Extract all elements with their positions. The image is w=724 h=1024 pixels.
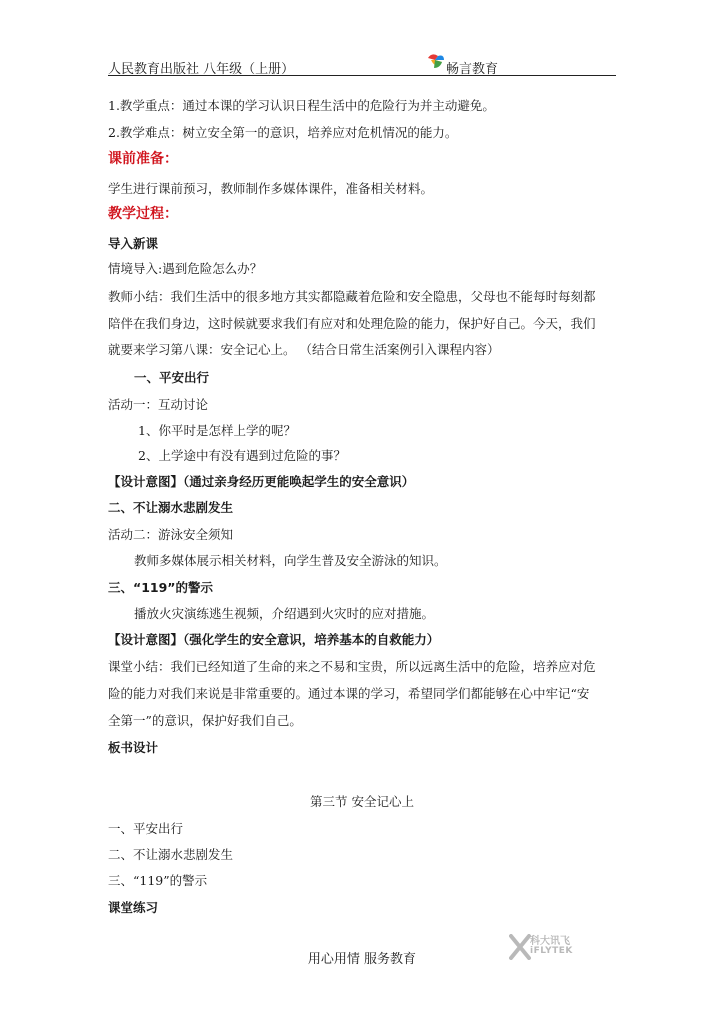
question-2-line: 2、上学途中有没有遇到过危险的事？ [138, 448, 346, 463]
activity-2-desc: 教师多媒体展示相关材料，向学生普及安全游泳的知识。 [134, 553, 447, 568]
section-2-heading: 二、不让溺水悲剧发生 [108, 500, 234, 515]
section-3-desc: 播放火灾演练逃生视频，介绍遇到火灾时的应对措施。 [134, 606, 435, 621]
brand-logo-text: 畅言教育 [446, 62, 499, 77]
activity-2-line: 活动二：游泳安全须知 [108, 527, 234, 542]
header-divider [108, 75, 616, 76]
footer-logo-en: iFLYTEK [530, 946, 573, 956]
design-intent-2: 【设计意图】（强化学生的安全意识，培养基本的自救能力） [108, 632, 440, 647]
process-heading: 教学过程： [108, 206, 178, 222]
prep-heading: 课前准备： [108, 151, 178, 167]
prep-text: 学生进行课前预习，教师制作多媒体课件，准备相关材料。 [108, 181, 434, 196]
teacher-summary-line-3: 就要来学习第八课：安全记心上。 （结合日常生活案例引入课程内容） [108, 342, 500, 357]
design-intent-1: 【设计意图】（通过亲身经历更能唤起学生的安全意识） [108, 474, 415, 489]
teacher-summary-line-1: 教师小结：我们生活中的很多地方其实都隐藏着危险和安全隐患，父母也不能每时每刻都 [108, 289, 596, 304]
publisher-text: 人民教育出版社 八年级（上册） [108, 62, 295, 77]
board-item-3: 三、“119”的警示 [108, 873, 208, 888]
activity-1-line: 活动一：互动讨论 [108, 397, 209, 412]
practice-heading: 课堂练习 [108, 900, 159, 915]
section-1-heading: 一、平安出行 [134, 370, 210, 385]
bird-logo-icon [426, 50, 446, 76]
board-title: 第三节 安全记心上 [310, 794, 414, 809]
question-1-line: 1、你平时是怎样上学的呢？ [138, 423, 296, 438]
board-item-1: 一、平安出行 [108, 821, 184, 836]
footer-logo-cn: 科大讯飞 [530, 936, 570, 947]
class-summary-line-3: 全第一”的意识，保护好我们自己。 [108, 713, 302, 728]
board-design-heading: 板书设计 [108, 740, 159, 755]
scenario-line: 情境导入:遇到危险怎么办？ [108, 261, 263, 276]
class-summary-line-1: 课堂小结：我们已经知道了生命的来之不易和宝贵，所以远离生活中的危险，培养应对危 [108, 659, 596, 674]
difficulty-line: 2.教学难点：树立安全第一的意识，培养应对危机情况的能力。 [108, 125, 458, 140]
teacher-summary-line-2: 陪伴在我们身边，这时候就要求我们有应对和处理危险的能力，保护好自己。今天，我们 [108, 316, 596, 331]
intro-heading: 导入新课 [108, 236, 159, 251]
footer-slogan: 用心用情 服务教育 [307, 952, 417, 967]
page-header [108, 52, 616, 76]
class-summary-line-2: 险的能力对我们来说是非常重要的。通过本课的学习，希望同学们都能够在心中牢记“安 [108, 686, 590, 701]
board-item-2: 二、不让溺水悲剧发生 [108, 847, 234, 862]
section-3-heading: 三、“119”的警示 [108, 580, 214, 595]
key-point-line: 1.教学重点：通过本课的学习认识日程生活中的危险行为并主动避免。 [108, 98, 495, 113]
